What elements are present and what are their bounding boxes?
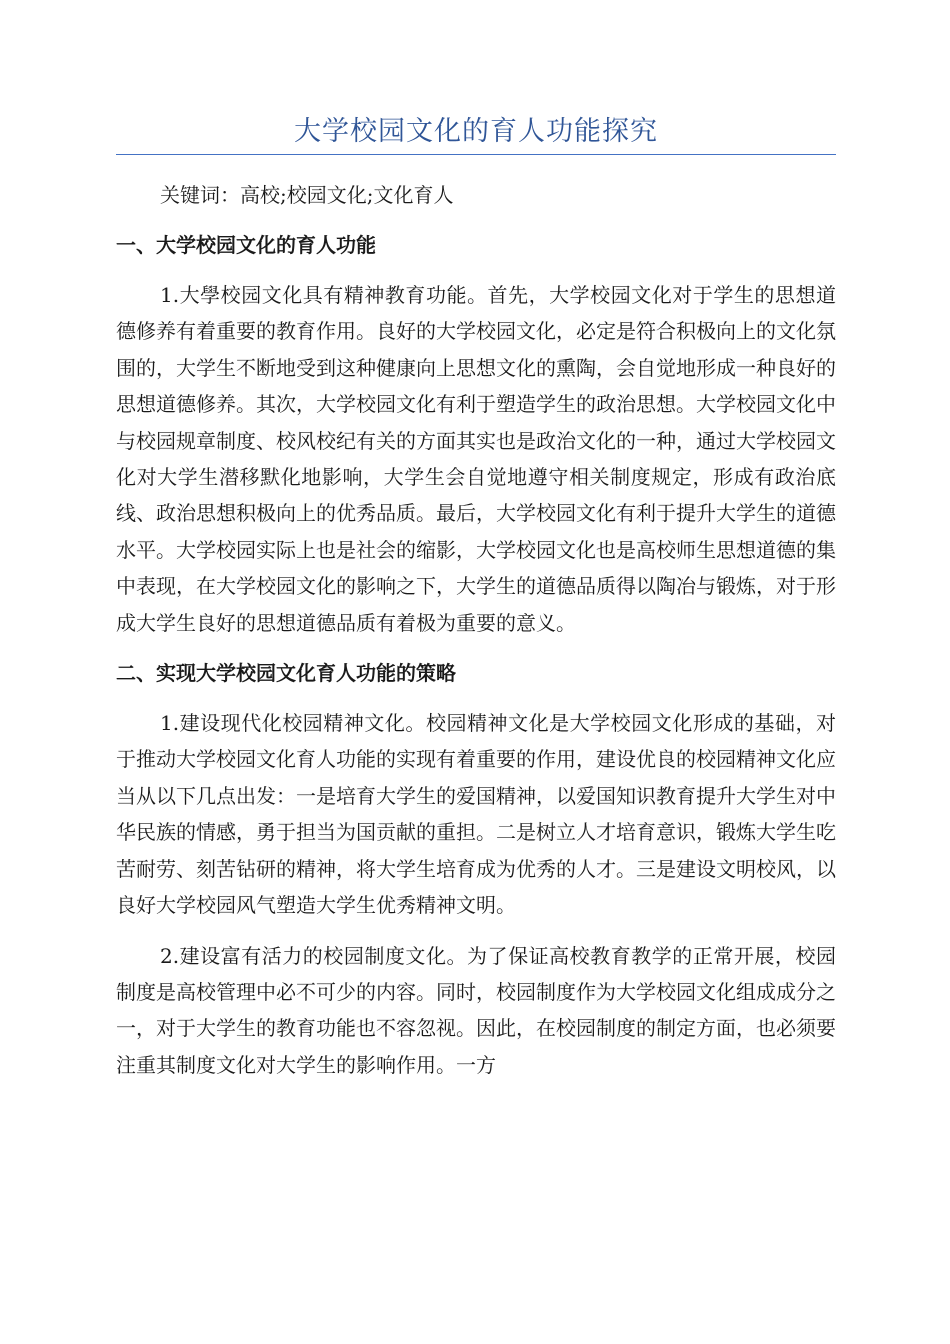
body-paragraph: 1.建设现代化校园精神文化。校园精神文化是大学校园文化形成的基础，对于推动大学校园文化育人功能的实现有着重要的作用，建设优良的校园精神文化应当从以下几点出发：一是培育大学生的爱国精神，以爱国知识教育提升大学生对中华民族的情感，勇于担当为国贡献的重担。二是树立人才培育意识，锻炼大学生吃苦耐劳、刻苦钻研的精神，将大学生培育成为优秀的人才。三是建设文明校风，以良好大学校园风气塑造大学生优秀精神文明。 bbox=[116, 711, 836, 918]
section-heading: 二、实现大学校园文化育人功能的策略 bbox=[116, 661, 456, 686]
body-paragraph: 1.大學校园文化具有精神教育功能。首先，大学校园文化对于学生的思想道德修养有着重要的教育作用。良好的大学校园文化，必定是符合积极向上的文化氛围的，大学生不断地受到这种健康向上思想文化的熏陶，会自觉地形成一种良好的思想道德修养。其次，大学校园文化有利于塑造学生的政治思想。大学校园文化中与校园规章制度、校风校纪有关的方面其实也是政治文化的一种，通过大学校园文化对大学生潜移默化地影响，大学生会自觉地遵守相关制度规定，形成有政治底线、政治思想积极向上的优秀品质。最后，大学校园文化有利于提升大学生的道德水平。大学校园实际上也是社会的缩影，大学校园文化也是高校师生思想道德的集中表现，在大学校园文化的影响之下，大学生的道德品质得以陶冶与锻炼，对于形成大学生良好的思想道德品质有着极为重要的意义。 bbox=[116, 283, 836, 635]
title-underline bbox=[116, 154, 836, 155]
keywords-line: 关键词：高校;校园文化;文化育人 bbox=[160, 183, 454, 207]
section-heading: 一、大学校园文化的育人功能 bbox=[116, 233, 376, 257]
document-page bbox=[116, 110, 836, 1097]
section-2 bbox=[116, 655, 836, 1083]
body-paragraph: 2.建设富有活力的校园制度文化。为了保证高校教育教学的正常开展，校园制度是高校管理中必不可少的内容。同时，校园制度作为大学校园文化组成成分之一，对于大学生的教育功能也不容忽视。因此，在校园制度的制定方面，也必须要注重其制度文化对大学生的影响作用。一方 bbox=[116, 943, 836, 1077]
section-1 bbox=[116, 227, 836, 641]
document-title: 大学校园文化的育人功能探究 bbox=[294, 116, 658, 147]
